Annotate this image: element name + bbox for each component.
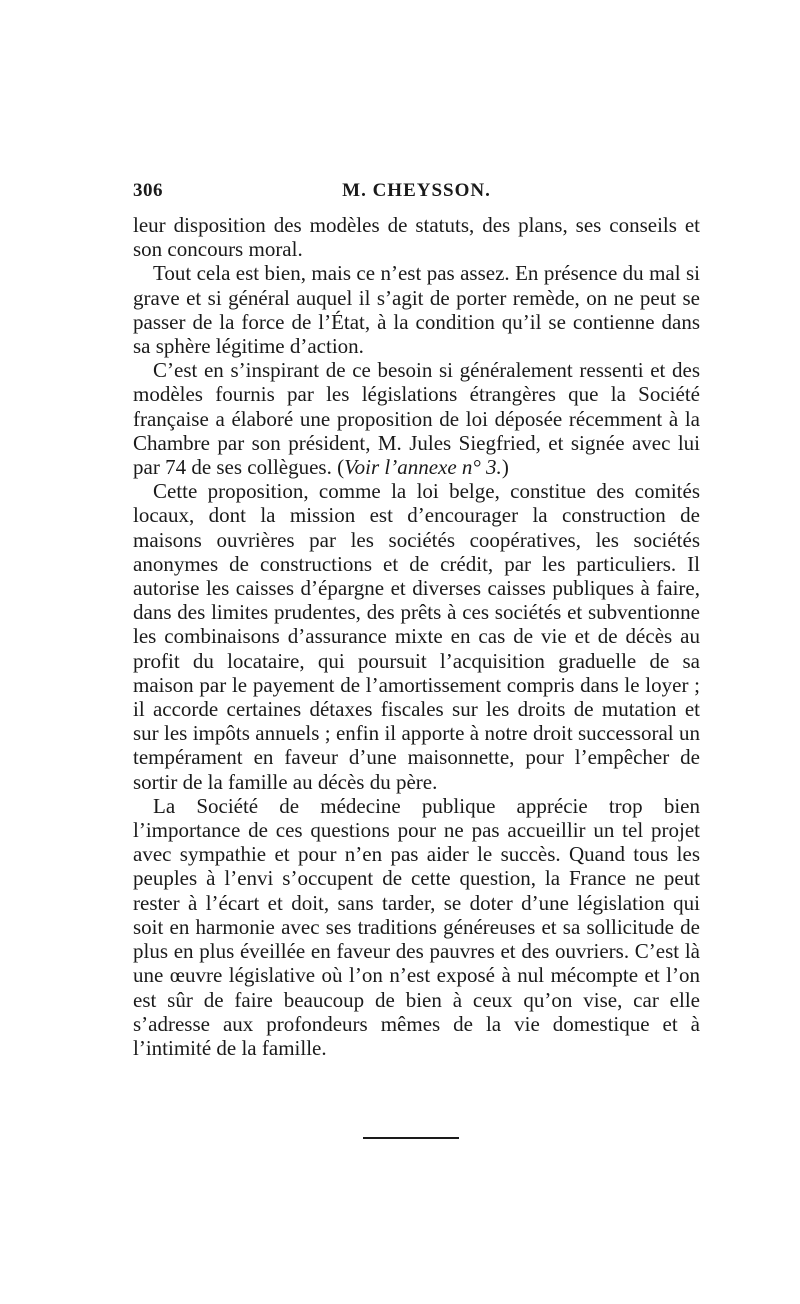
body-text: [133, 213, 700, 1060]
end-rule: [363, 1137, 459, 1139]
paragraph-3-end: ): [501, 455, 509, 480]
paragraph-2: Tout cela est bien, mais ce n’est pas assez. En présence du mal si grave et si général auquel il s’agit de porter remède, on ne peut se passer de la force de l’État, à la condition qu’il se contienne dans sa sphère légitime d’action.: [133, 261, 700, 359]
paragraph-4: Cette proposition, comme la loi belge, constitue des comités locaux, dont la mission est d’encourager la construction de maisons ouvrières par les sociétés coopératives, les sociétés anonymes de constructions et de crédit, par les particuliers. Il autorise les caisses d’épargne et diverses caisses publiques à faire, dans des limites prudentes, des prêts à ces sociétés et subventionne les combinaisons d’assurance mixte en cas de vie et de décès au profit du locataire, qui poursuit l’acquisition graduelle de sa maison par le payement de l’amortissement compris dans le loyer ; il accorde certaines détaxes fiscales sur les droits de mutation et sur les impôts annuels ; enfin il apporte à notre droit successoral un tempérament en faveur d’une maisonnette, pour l’empêcher de sortir de la famille au décès du père.: [133, 479, 700, 794]
page-header: [133, 180, 700, 208]
paragraph-3-text: C’est en s’inspirant de ce besoin si généralement ressenti et des modèles fournis par les législations étrangères que la Société française a élaboré une proposition de loi déposée récemment à la Chambre par son président, M. Jules Siegfried, et signée avec lui par 74 de ses collègues. (: [133, 358, 700, 480]
annex-reference: Voir l’annexe n° 3.: [344, 455, 502, 480]
paragraph-5: La Société de médecine publique apprécie trop bien l’importance de ces questions pour ne pas accueillir un tel projet avec sympathie et pour n’en pas aider le succès. Quand tous les peuples à l’envi s’occupent de cette question, la France ne peut rester à l’écart et doit, sans tarder, se doter d’une législation qui soit en harmonie avec ses traditions généreuses et sa sollicitude de plus en plus éveillée en faveur des pauvres et des ouvriers. C’est là une œuvre législative où l’on n’est exposé à nul mécompte et l’on est sûr de faire beaucoup de bien à ceux qu’on vise, car elle s’adresse aux profondeurs mêmes de la vie domestique et à l’intimité de la famille.: [133, 793, 700, 1060]
page-number: 306: [133, 180, 163, 201]
paragraph-3: [133, 358, 700, 479]
running-head: M. CHEYSSON.: [342, 180, 491, 201]
paragraph-1: leur disposition des modèles de statuts, des plans, ses conseils et son concours moral.: [133, 213, 700, 262]
